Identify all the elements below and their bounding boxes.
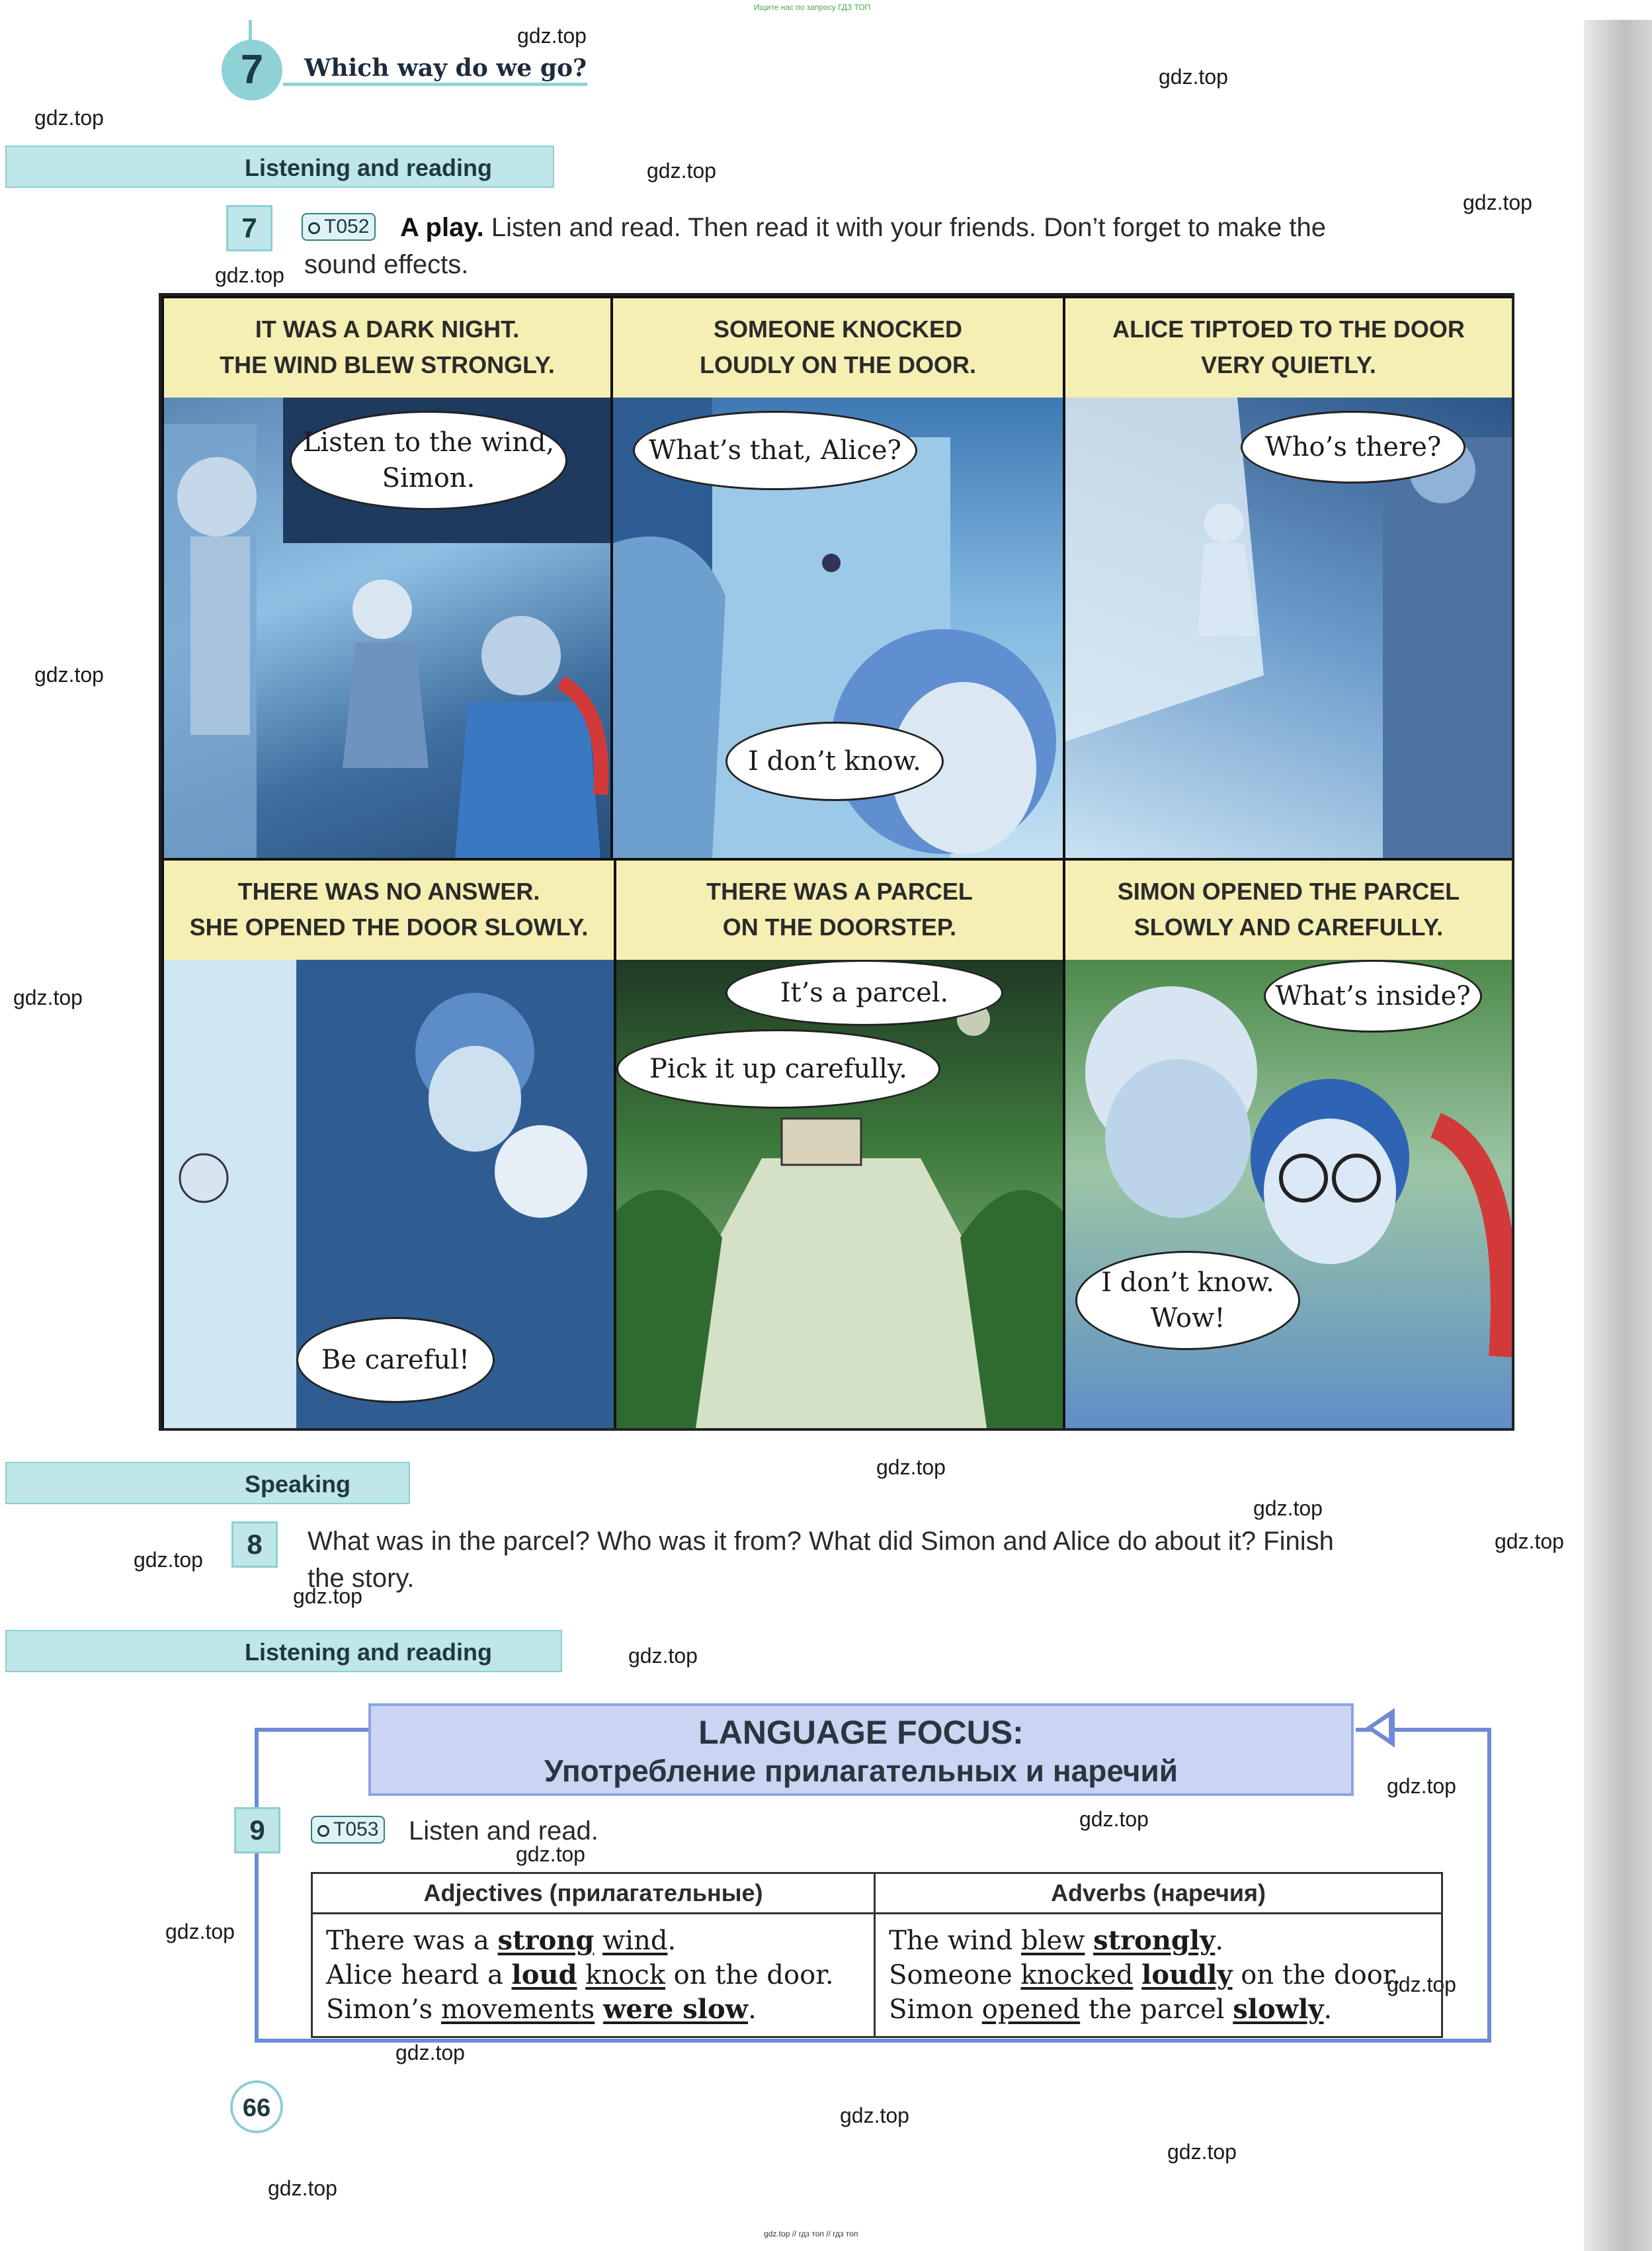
- track-label: T053: [333, 1818, 379, 1840]
- comic-panel-4: [164, 861, 614, 1428]
- bubble-text: Pick it up carefully.: [649, 1054, 907, 1084]
- watermark: gdz.top: [1463, 191, 1532, 214]
- panel-caption: [616, 861, 1063, 960]
- watermark: gdz.top: [1387, 1973, 1456, 1996]
- instruction-bold: A play.: [400, 213, 484, 242]
- unit-number: 7: [222, 40, 282, 101]
- bottom-note: gdz.top // гдз топ // гдз топ: [764, 2229, 858, 2238]
- track-label: T052: [324, 216, 370, 237]
- watermark: gdz.top: [876, 1455, 946, 1479]
- bubble-text: Who’s there?: [1264, 432, 1442, 462]
- caption-line: THERE WAS NO ANSWER.: [237, 878, 540, 905]
- unit-stem: [249, 20, 252, 42]
- bubble-text: Wow!: [1150, 1303, 1225, 1334]
- panel-caption: [613, 298, 1063, 398]
- caption-line: ON THE DOORSTEP.: [722, 913, 957, 941]
- audio-track-badge[interactable]: [302, 213, 376, 241]
- caption-line: SOMEONE KNOCKED: [713, 316, 963, 343]
- table-header: Adjectives (прилагательные): [312, 1873, 875, 1914]
- example-sentence: Alice heard a loud knock on the door.: [326, 1959, 834, 1990]
- bubble-text: Be careful!: [321, 1345, 470, 1375]
- comic-panel-2: [613, 298, 1063, 858]
- bubble-text: Listen to the wind,: [302, 427, 555, 458]
- caption-line: SHE OPENED THE DOOR SLOWLY.: [189, 913, 589, 941]
- exercise-number: 8: [231, 1521, 278, 1568]
- panel-art: [616, 960, 1063, 1428]
- panel-caption: [164, 861, 614, 960]
- comic-strip: [159, 293, 1514, 1431]
- speech-bubble: [725, 960, 1003, 1026]
- bubble-text: Simon.: [382, 463, 475, 493]
- example-sentence: There was a strong wind.: [326, 1925, 677, 1956]
- language-focus-title: [368, 1703, 1354, 1796]
- audio-disc-icon: [308, 222, 320, 234]
- exercise-number: 9: [234, 1807, 280, 1853]
- caption-line: THE WIND BLEW STRONGLY.: [220, 351, 555, 378]
- instruction-line2: sound effects.: [304, 250, 469, 279]
- example-sentence: The wind blew strongly.: [889, 1925, 1224, 1956]
- speech-bubble: [290, 411, 567, 510]
- adjectives-adverbs-table: [311, 1872, 1443, 2038]
- example-sentence: Someone knocked loudly on the door.: [889, 1959, 1401, 1990]
- unit-title: Which way do we go?: [304, 54, 587, 82]
- speech-bubble: [296, 1317, 495, 1403]
- bubble-text: It’s a parcel.: [780, 978, 949, 1008]
- comic-panel-6: [1065, 861, 1512, 1428]
- watermark: gdz.top: [13, 986, 83, 1009]
- watermark: gdz.top: [1387, 1774, 1456, 1798]
- example-sentence: Simon opened the parcel slowly.: [889, 1994, 1333, 2025]
- watermark: gdz.top: [1159, 65, 1228, 89]
- doorstep-parcel-illustration: [616, 960, 1063, 1428]
- speech-bubble: [616, 1029, 940, 1109]
- table-header: Adverbs (наречия): [875, 1873, 1442, 1914]
- caption-line: ALICE TIPTOED TO THE DOOR: [1112, 316, 1465, 343]
- adverbs-cell: [875, 1914, 1442, 2037]
- exercise-instruction: [400, 209, 1326, 246]
- watermark: gdz.top: [34, 663, 104, 687]
- comic-panel-5: [616, 861, 1063, 1428]
- panel-caption: [164, 298, 610, 398]
- bubble-text: What’s inside?: [1275, 981, 1471, 1011]
- panel-art: [1065, 960, 1512, 1428]
- watermark: gdz.top: [840, 2103, 909, 2127]
- watermark: gdz.top: [1079, 1807, 1149, 1831]
- adjectives-cell: [312, 1914, 875, 2037]
- caption-line: LOUDLY ON THE DOOR.: [699, 351, 977, 378]
- speech-bubble: [1075, 1251, 1300, 1350]
- bubble-text: I don’t know.: [1101, 1267, 1274, 1298]
- watermark: gdz.top: [395, 2041, 465, 2064]
- page-number: 66: [230, 2080, 283, 2133]
- section-listening-reading: Listening and reading: [5, 1630, 562, 1672]
- watermark: gdz.top: [1253, 1496, 1323, 1520]
- exercise-question: What was in the parcel? Who was it from? What did Simon and Alice do about it? Finish: [308, 1527, 1334, 1556]
- panel-caption: [1065, 861, 1512, 960]
- comic-panel-3: [1065, 298, 1512, 858]
- watermark: gdz.top: [293, 1584, 362, 1608]
- frame-top-left: [255, 1728, 370, 1732]
- speech-bubble: [1264, 960, 1482, 1033]
- caption-line: SLOWLY AND CAREFULLY.: [1134, 913, 1444, 941]
- panel-caption: [1065, 298, 1512, 398]
- comic-panel-1: [164, 298, 610, 858]
- audio-track-badge[interactable]: [311, 1816, 385, 1844]
- instruction-text: Listen and read. Then read it with your friends. Don’t forget to make the: [491, 213, 1327, 242]
- speech-bubble: [633, 411, 917, 490]
- language-focus-subtitle: Употребление прилагательных и наречий: [544, 1754, 1178, 1788]
- audio-disc-icon: [317, 1825, 329, 1837]
- section-listening-reading: Listening and reading: [5, 146, 554, 188]
- watermark: gdz.top: [215, 263, 284, 287]
- arrow-inner: [1373, 1717, 1389, 1738]
- page-edge-shadow: [1584, 20, 1652, 2251]
- watermark: gdz.top: [647, 159, 716, 183]
- bubble-text: What’s that, Alice?: [649, 435, 901, 466]
- caption-line: IT WAS A DARK NIGHT.: [255, 316, 520, 343]
- simon-opens-parcel-illustration: [1065, 960, 1512, 1428]
- exercise-number: 7: [226, 205, 272, 251]
- bubble-text: I don’t know.: [748, 746, 921, 777]
- watermark: gdz.top: [628, 1644, 698, 1668]
- watermark: gdz.top: [34, 106, 104, 130]
- caption-line: SIMON OPENED THE PARCEL: [1117, 878, 1460, 905]
- caption-line: THERE WAS A PARCEL: [706, 878, 973, 905]
- watermark: gdz.top: [268, 2176, 337, 2200]
- example-sentence: Simon’s movements were slow.: [326, 1994, 757, 2025]
- caption-line: VERY QUIETLY.: [1201, 351, 1376, 378]
- top-note: Ищите нас по запросу ГДЗ ТОП: [754, 3, 871, 12]
- watermark: gdz.top: [1167, 2140, 1237, 2164]
- watermark: gdz.top: [134, 1548, 203, 1572]
- exercise-instruction: Listen and read.: [409, 1816, 599, 1846]
- watermark: gdz.top: [516, 1842, 585, 1866]
- unit-underline: [283, 83, 587, 86]
- speech-bubble: [725, 722, 944, 801]
- watermark: gdz.top: [517, 24, 587, 48]
- watermark: gdz.top: [1495, 1529, 1564, 1553]
- watermark: gdz.top: [165, 1920, 235, 1943]
- speech-bubble: [1241, 411, 1466, 484]
- exercise-question-line2: the story.: [308, 1564, 415, 1593]
- language-focus-heading: LANGUAGE FOCUS:: [698, 1714, 1024, 1751]
- section-speaking: Speaking: [5, 1462, 410, 1504]
